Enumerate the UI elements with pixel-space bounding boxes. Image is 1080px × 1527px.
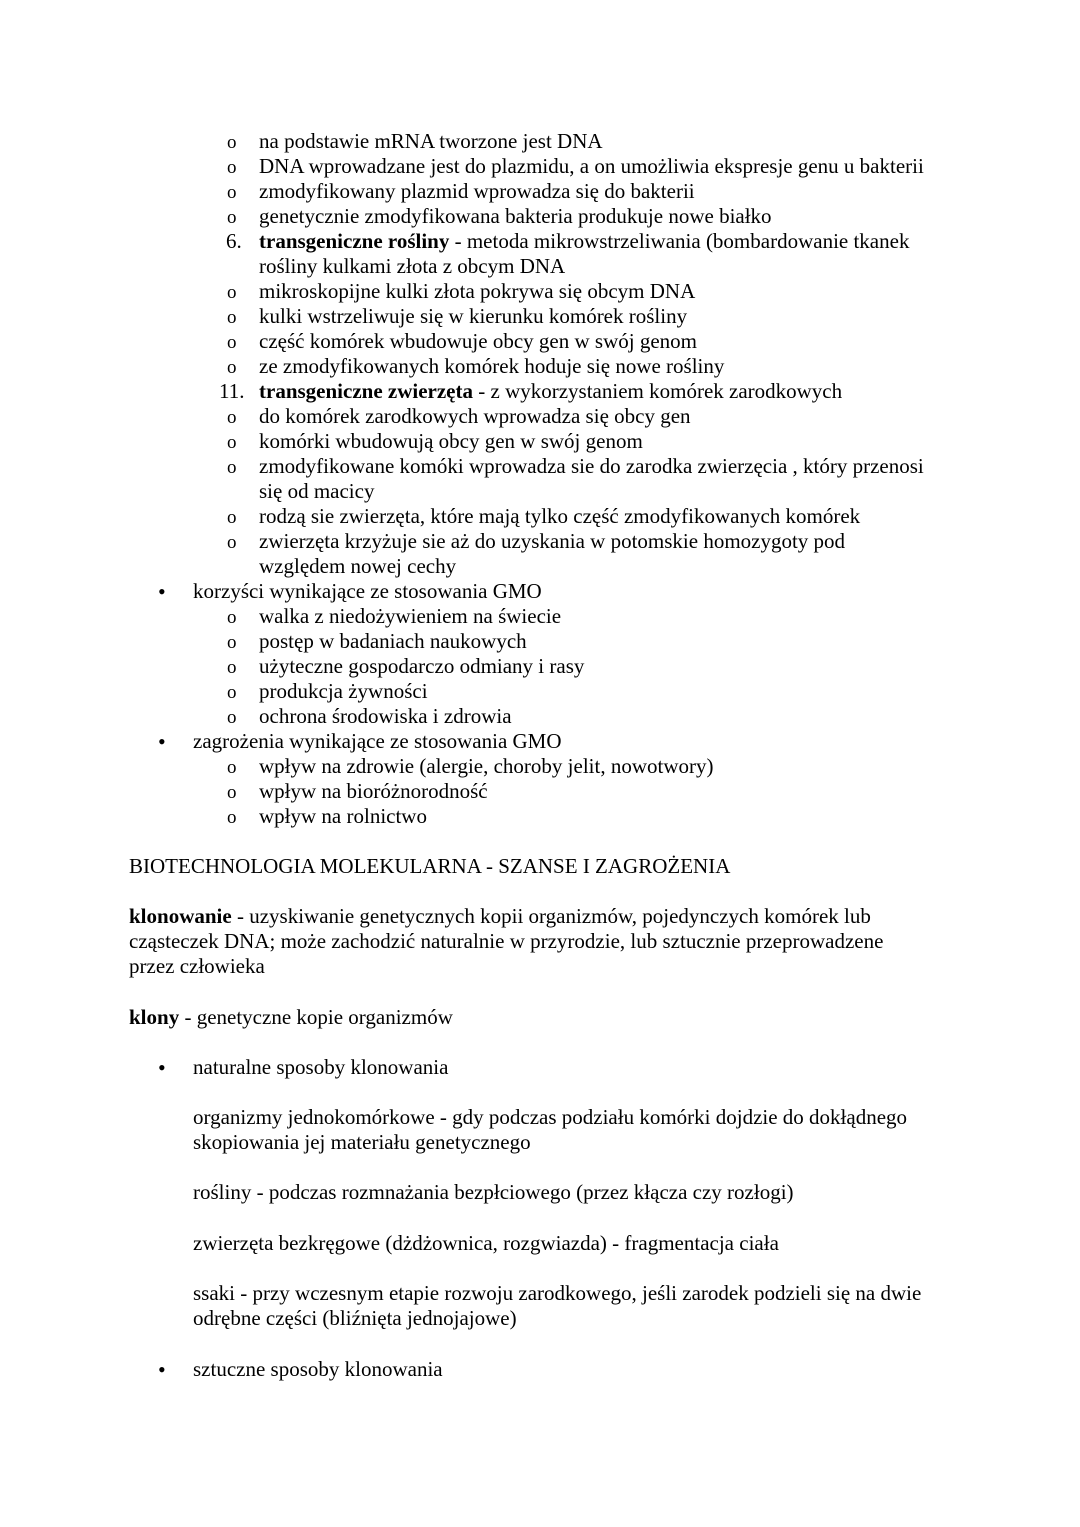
paragraph-cont: odrębne części (bliźnięta jednojajowe)	[193, 1306, 517, 1330]
paragraph: zwierzęta bezkręgowe (dżdżownica, rozgwiazda) - fragmentacja ciała	[193, 1231, 779, 1255]
list-marker: o	[227, 507, 237, 528]
clones-definition	[129, 1005, 453, 1030]
list-marker: o	[227, 282, 237, 303]
list-item: wpływ na zdrowie (alergie, choroby jelit, nowotwory)	[259, 754, 714, 778]
list-marker: o	[227, 132, 237, 153]
list-marker: o	[227, 307, 237, 328]
definition-text: - genetyczne kopie organizmów	[179, 1005, 453, 1029]
paragraph: rośliny - podczas rozmnażania bezpłciowego (przez kłącza czy rozłogi)	[193, 1180, 794, 1204]
bullet-marker: •	[158, 1055, 166, 1080]
list-marker: o	[227, 332, 237, 353]
list-marker: o	[227, 182, 237, 203]
list-marker: o	[227, 432, 237, 453]
list-item: do komórek zarodkowych wprowadza się obcy gen	[259, 404, 691, 428]
definition-text-cont: cząsteczek DNA; może zachodzić naturalnie w przyrodzie, lub sztucznie przeprowadzene	[129, 929, 884, 953]
list-marker: o	[227, 632, 237, 653]
list-marker: o	[227, 682, 237, 703]
definition-text: - uzyskiwanie genetycznych kopii organizmów, pojedynczych komórek lub	[231, 904, 871, 928]
list-item: ochrona środowiska i zdrowia	[259, 704, 512, 728]
list-item: na podstawie mRNA tworzone jest DNA	[259, 129, 603, 153]
list-marker: o	[227, 707, 237, 728]
bullet-marker: •	[158, 579, 166, 604]
list-item: zmodyfikowany plazmid wprowadza się do bakterii	[259, 179, 695, 203]
section-description: - z wykorzystaniem komórek zarodkowych	[473, 379, 843, 403]
paragraph: ssaki - przy wczesnym etapie rozwoju zarodkowego, jeśli zarodek podzieli się na dwie	[193, 1281, 922, 1305]
list-marker: o	[227, 207, 237, 228]
section-heading	[259, 379, 842, 404]
list-item: produkcja żywności	[259, 679, 428, 703]
benefits-heading: korzyści wynikające ze stosowania GMO	[193, 579, 542, 603]
list-item: ze zmodyfikowanych komórek hoduje się nowe rośliny	[259, 354, 725, 378]
natural-heading: naturalne sposoby klonowania	[193, 1055, 449, 1079]
list-marker: o	[227, 457, 237, 478]
threats-heading: zagrożenia wynikające ze stosowania GMO	[193, 729, 562, 753]
list-item: genetycznie zmodyfikowana bakteria produkuje nowe białko	[259, 204, 772, 228]
section-term: transgeniczne rośliny	[259, 229, 450, 253]
list-marker: o	[227, 607, 237, 628]
paragraph-cont: skopiowania jej materiału genetycznego	[193, 1130, 531, 1154]
list-item: mikroskopijne kulki złota pokrywa się obcym DNA	[259, 279, 696, 303]
list-marker: o	[227, 657, 237, 678]
term-klony: klony	[129, 1005, 180, 1029]
list-marker: o	[227, 157, 237, 178]
list-marker: o	[227, 532, 237, 553]
section-number: 6.	[226, 229, 242, 253]
section-term: transgeniczne zwierzęta	[259, 379, 473, 403]
section-title: BIOTECHNOLOGIA MOLEKULARNA - SZANSE I ZAGROŻENIA	[129, 854, 731, 878]
list-item: część komórek wbudowuje obcy gen w swój genom	[259, 329, 697, 353]
list-item: wpływ na rolnictwo	[259, 804, 427, 828]
list-marker: o	[227, 407, 237, 428]
paragraph: organizmy jednokomórkowe - gdy podczas podziału komórki dojdzie do dokłądnego	[193, 1105, 908, 1129]
section-heading	[259, 229, 909, 254]
definition-text-cont: przez człowieka	[129, 954, 265, 978]
list-item: komórki wbudowują obcy gen w swój genom	[259, 429, 643, 453]
list-marker: o	[227, 782, 237, 803]
list-item: walka z niedożywieniem na świecie	[259, 604, 562, 628]
bullet-marker: •	[158, 1357, 166, 1382]
section-number: 11.	[219, 379, 245, 403]
list-item: DNA wprowadzane jest do plazmidu, a on umożliwia ekspresje genu u bakterii	[259, 154, 924, 178]
artificial-heading: sztuczne sposoby klonowania	[193, 1357, 443, 1381]
list-marker: o	[227, 807, 237, 828]
section-description-cont: rośliny kulkami złota z obcym DNA	[259, 254, 566, 278]
list-item-cont: się od macicy	[259, 479, 375, 503]
list-item: zwierzęta krzyżuje sie aż do uzyskania w potomskie homozygoty pod	[259, 529, 846, 553]
term-klonowanie: klonowanie	[129, 904, 232, 928]
list-item-cont: względem nowej cechy	[259, 554, 457, 578]
list-marker: o	[227, 757, 237, 778]
list-item: postęp w badaniach naukowych	[259, 629, 527, 653]
list-item: zmodyfikowane komóki wprowadza sie do zarodka zwierzęcia , który przenosi	[259, 454, 924, 478]
list-item: użyteczne gospodarczo odmiany i rasy	[259, 654, 585, 678]
section-description: - metoda mikrowstrzeliwania (bombardowanie tkanek	[449, 229, 910, 253]
cloning-definition	[129, 904, 871, 929]
bullet-marker: •	[158, 729, 166, 754]
list-marker: o	[227, 357, 237, 378]
list-item: rodzą sie zwierzęta, które mają tylko część zmodyfikowanych komórek	[259, 504, 861, 528]
list-item: kulki wstrzeliwuje się w kierunku komórek rośliny	[259, 304, 688, 328]
list-item: wpływ na bioróżnorodność	[259, 779, 488, 803]
